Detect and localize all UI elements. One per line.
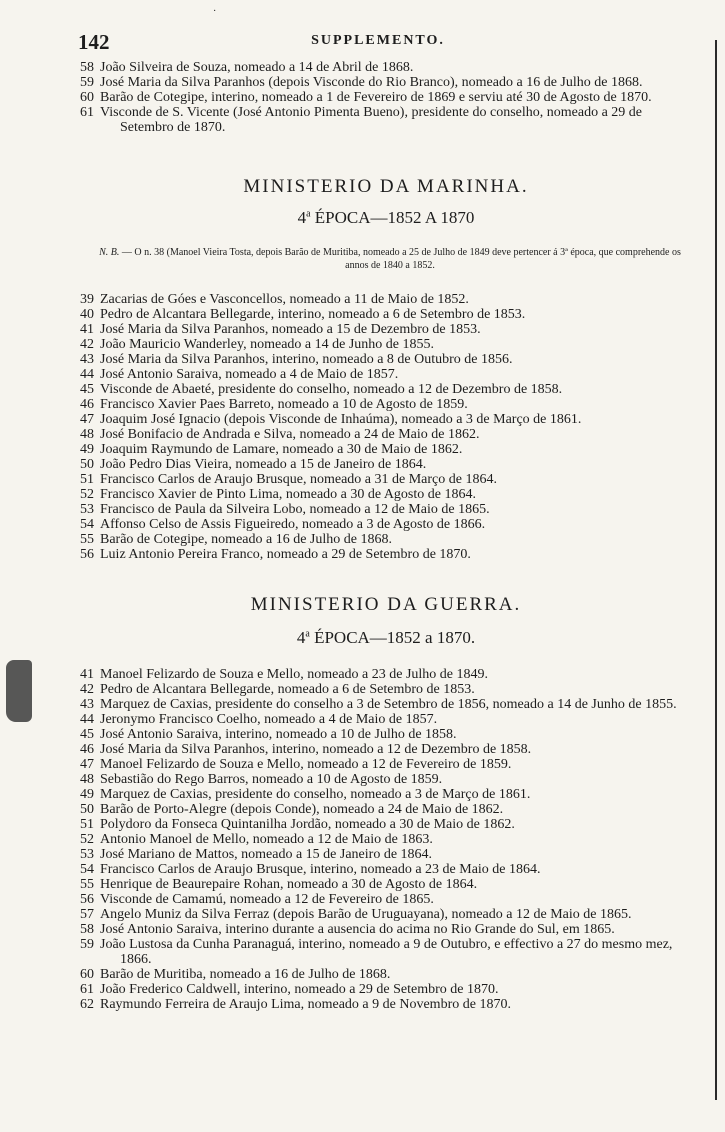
list-item: [80, 382, 692, 397]
entry-number: 58: [80, 922, 94, 937]
entry-number: 59: [80, 937, 94, 952]
entry-number: 54: [80, 862, 94, 877]
list-item: [80, 322, 692, 337]
entry-text: José Maria da Silva Paranhos, interino, nomeado a 8 de Outubro de 1856.: [100, 352, 513, 367]
marinha-epoch-number: 4: [297, 208, 307, 227]
guerra-section-title: MINISTERIO DA GUERRA.: [250, 594, 522, 615]
entry-number: 39: [80, 292, 94, 307]
list-item: [80, 397, 692, 412]
entry-number: 62: [80, 997, 94, 1012]
list-item: [80, 105, 692, 135]
marinha-note: [90, 246, 690, 272]
entry-text: João Silveira de Souza, nomeado a 14 de Abril de 1868.: [100, 60, 414, 75]
list-item: [80, 997, 692, 1012]
entry-text: Affonso Celso de Assis Figueiredo, nomeado a 3 de Agosto de 1866.: [100, 517, 486, 532]
list-item: [80, 742, 692, 757]
list-item: [80, 307, 692, 322]
entry-text: Zacarias de Góes e Vasconcellos, nomeado a 11 de Maio de 1852.: [100, 292, 469, 307]
entry-text: Jeronymo Francisco Coelho, nomeado a 4 de Maio de 1857.: [100, 712, 438, 727]
note-label: N. B.: [99, 247, 120, 258]
entry-number: 50: [80, 457, 94, 472]
list-item: [80, 907, 692, 922]
entry-number: 60: [80, 90, 94, 105]
entry-number: 46: [80, 742, 94, 757]
entry-text: Angelo Muniz da Silva Ferraz (depois Barão de Uruguayana), nomeado a 12 de Maio de 1865.: [100, 907, 632, 922]
entry-text: Barão de Muritiba, nomeado a 16 de Julho de 1868.: [100, 967, 391, 982]
entry-number: 44: [80, 367, 94, 382]
list-item: [80, 757, 692, 772]
guerra-epoch-number: 4: [296, 628, 306, 647]
list-item: [80, 457, 692, 472]
list-item: [80, 442, 692, 457]
entry-text: Manoel Felizardo de Souza e Mello, nomeado a 12 de Fevereiro de 1859.: [100, 757, 512, 772]
entry-number: 49: [80, 787, 94, 802]
entry-text: Luiz Antonio Pereira Franco, nomeado a 29 de Setembro de 1870.: [100, 547, 471, 562]
entry-number: 42: [80, 682, 94, 697]
entry-number: 55: [80, 877, 94, 892]
note-text: — O n. 38 (Manoel Vieira Tosta, depois Barão de Muritiba, nomeado a 25 de Julho de 1849 deve pertencer á 3ª época, que comprehende os annos de 1840 a 1852.: [121, 247, 681, 271]
list-item: [80, 847, 692, 862]
list-item: [80, 697, 692, 712]
list-item: [80, 667, 692, 682]
entry-text: Visconde de Camamú, nomeado a 12 de Fevereiro de 1865.: [100, 892, 434, 907]
list-item: [80, 727, 692, 742]
entry-number: 56: [80, 547, 94, 562]
entry-number: 43: [80, 352, 94, 367]
entry-text: Marquez de Caxias, presidente do conselho, nomeado a 3 de Março de 1861.: [100, 787, 531, 802]
entry-text: Barão de Cotegipe, nomeado a 16 de Julho de 1868.: [100, 532, 392, 547]
list-item: [80, 832, 692, 847]
entry-text: Antonio Manoel de Mello, nomeado a 12 de Maio de 1863.: [100, 832, 433, 847]
list-item: [80, 712, 692, 727]
entry-number: 48: [80, 772, 94, 787]
running-head: SUPPLEMENTO.: [311, 33, 445, 48]
marinha-epoch-sup: a: [306, 208, 311, 220]
entry-text: Henrique de Beaurepaire Rohan, nomeado a 30 de Agosto de 1864.: [100, 877, 478, 892]
top-entry-list: [80, 60, 692, 135]
entry-text: José Maria da Silva Paranhos (depois Visconde do Rio Branco), nomeado a 16 de Julho de 1868.: [100, 75, 643, 90]
guerra-entry-list: [80, 667, 692, 1012]
list-item: [80, 892, 692, 907]
entry-text: José Maria da Silva Paranhos, interino, nomeado a 12 de Dezembro de 1858.: [100, 742, 532, 757]
entry-text: Joaquim José Ignacio (depois Visconde de Inhaúma), nomeado a 3 de Março de 1861.: [100, 412, 582, 427]
entry-text: José Antonio Saraiva, interino durante a ausencia do acima no Rio Grande do Sul, em 1865.: [100, 922, 615, 937]
entry-number: 61: [80, 105, 94, 120]
list-item: [80, 967, 692, 982]
entry-number: 45: [80, 382, 94, 397]
entry-number: 55: [80, 532, 94, 547]
list-item: [80, 922, 692, 937]
entry-text: Raymundo Ferreira de Araujo Lima, nomeado a 9 de Novembro de 1870.: [100, 997, 511, 1012]
entry-text: José Bonifacio de Andrada e Silva, nomeado a 24 de Maio de 1862.: [100, 427, 480, 442]
marinha-section-title: MINISTERIO DA MARINHA.: [243, 176, 529, 197]
entry-number: 44: [80, 712, 94, 727]
marinha-epoch-heading: [80, 208, 692, 228]
entry-number: 52: [80, 832, 94, 847]
list-item: [80, 75, 692, 90]
entry-number: 41: [80, 322, 94, 337]
binding-edge: [715, 40, 717, 1100]
entry-text: João Lustosa da Cunha Paranaguá, interino, nomeado a 9 de Outubro, e effectivo a 27 do mesmo mez, 1866.: [100, 937, 673, 967]
entry-text: Barão de Porto-Alegre (depois Conde), nomeado a 24 de Maio de 1862.: [100, 802, 504, 817]
entry-number: 60: [80, 967, 94, 982]
entry-text: Joaquim Raymundo de Lamare, nomeado a 30 de Maio de 1862.: [100, 442, 463, 457]
entry-number: 57: [80, 907, 94, 922]
list-item: [80, 367, 692, 382]
list-item: [80, 682, 692, 697]
guerra-epoch-heading: [80, 628, 692, 648]
page-header: [78, 30, 678, 54]
entry-text: Francisco de Paula da Silveira Lobo, nomeado a 12 de Maio de 1865.: [100, 502, 490, 517]
entry-number: 42: [80, 337, 94, 352]
entry-text: Polydoro da Fonseca Quintanilha Jordão, nomeado a 30 de Maio de 1862.: [100, 817, 515, 832]
entry-number: 48: [80, 427, 94, 442]
ink-stain: [6, 660, 32, 722]
entry-text: João Pedro Dias Vieira, nomeado a 15 de Janeiro de 1864.: [100, 457, 427, 472]
entry-number: 61: [80, 982, 94, 997]
entry-number: 54: [80, 517, 94, 532]
list-item: [80, 802, 692, 817]
entry-number: 50: [80, 802, 94, 817]
entry-text: José Maria da Silva Paranhos, nomeado a 15 de Dezembro de 1853.: [100, 322, 481, 337]
list-item: [80, 337, 692, 352]
entry-text: Francisco Carlos de Araujo Brusque, interino, nomeado a 23 de Maio de 1864.: [100, 862, 541, 877]
list-item: [80, 547, 692, 562]
list-item: [80, 787, 692, 802]
entry-number: 41: [80, 667, 94, 682]
entry-text: José Antonio Saraiva, nomeado a 4 de Maio de 1857.: [100, 367, 399, 382]
entry-number: 52: [80, 487, 94, 502]
list-item: [80, 90, 692, 105]
list-item: [80, 937, 692, 967]
entry-text: Francisco Xavier de Pinto Lima, nomeado a 30 de Agosto de 1864.: [100, 487, 476, 502]
marinha-entry-list: [80, 292, 692, 562]
list-item: [80, 487, 692, 502]
list-item: [80, 862, 692, 877]
entry-number: 43: [80, 697, 94, 712]
entry-number: 49: [80, 442, 94, 457]
entry-text: José Mariano de Mattos, nomeado a 15 de Janeiro de 1864.: [100, 847, 433, 862]
list-item: [80, 877, 692, 892]
entry-number: 45: [80, 727, 94, 742]
entry-text: João Frederico Caldwell, interino, nomeado a 29 de Setembro de 1870.: [100, 982, 499, 997]
entry-text: Marquez de Caxias, presidente do conselho a 3 de Setembro de 1856, nomeado a 14 de Junho de 1855.: [100, 697, 677, 712]
entry-text: Francisco Xavier Paes Barreto, nomeado a 10 de Agosto de 1859.: [100, 397, 468, 412]
entry-text: Barão de Cotegipe, interino, nomeado a 1 de Fevereiro de 1869 e serviu até 30 de Agosto de 1870.: [100, 90, 652, 105]
entry-text: João Mauricio Wanderley, nomeado a 14 de Junho de 1855.: [100, 337, 435, 352]
entry-number: 58: [80, 60, 94, 75]
guerra-epoch-sup: a: [305, 628, 310, 640]
list-item: [80, 517, 692, 532]
entry-number: 56: [80, 892, 94, 907]
entry-text: Visconde de Abaeté, presidente do conselho, nomeado a 12 de Dezembro de 1858.: [100, 382, 563, 397]
page-number: 142: [78, 30, 110, 54]
entry-text: Sebastião do Rego Barros, nomeado a 10 de Agosto de 1859.: [100, 772, 443, 787]
entry-text: Visconde de S. Vicente (José Antonio Pimenta Bueno), presidente do conselho, nomeado a 29 de Setembro de 1870.: [100, 105, 643, 135]
list-item: [80, 352, 692, 367]
list-item: [80, 412, 692, 427]
entry-text: Pedro de Alcantara Bellegarde, nomeado a 6 de Setembro de 1853.: [100, 682, 475, 697]
list-item: [80, 772, 692, 787]
entry-text: Manoel Felizardo de Souza e Mello, nomeado a 23 de Julho de 1849.: [100, 667, 489, 682]
margin-mark: ·: [213, 6, 217, 17]
entry-number: 51: [80, 472, 94, 487]
entry-number: 47: [80, 757, 94, 772]
entry-number: 53: [80, 502, 94, 517]
entry-number: 46: [80, 397, 94, 412]
list-item: [80, 982, 692, 997]
list-item: [80, 60, 692, 75]
list-item: [80, 502, 692, 517]
entry-text: José Antonio Saraiva, interino, nomeado a 10 de Julho de 1858.: [100, 727, 457, 742]
entry-number: 59: [80, 75, 94, 90]
list-item: [80, 292, 692, 307]
entry-number: 53: [80, 847, 94, 862]
entry-number: 40: [80, 307, 94, 322]
list-item: [80, 427, 692, 442]
list-item: [80, 472, 692, 487]
marinha-epoch-text: ÉPOCA—1852 A 1870: [314, 208, 475, 227]
guerra-epoch-text: ÉPOCA—1852 a 1870.: [314, 628, 476, 647]
entry-number: 51: [80, 817, 94, 832]
entry-text: Francisco Carlos de Araujo Brusque, nomeado a 31 de Março de 1864.: [100, 472, 497, 487]
entry-text: Pedro de Alcantara Bellegarde, interino, nomeado a 6 de Setembro de 1853.: [100, 307, 526, 322]
list-item: [80, 817, 692, 832]
entry-number: 47: [80, 412, 94, 427]
list-item: [80, 532, 692, 547]
